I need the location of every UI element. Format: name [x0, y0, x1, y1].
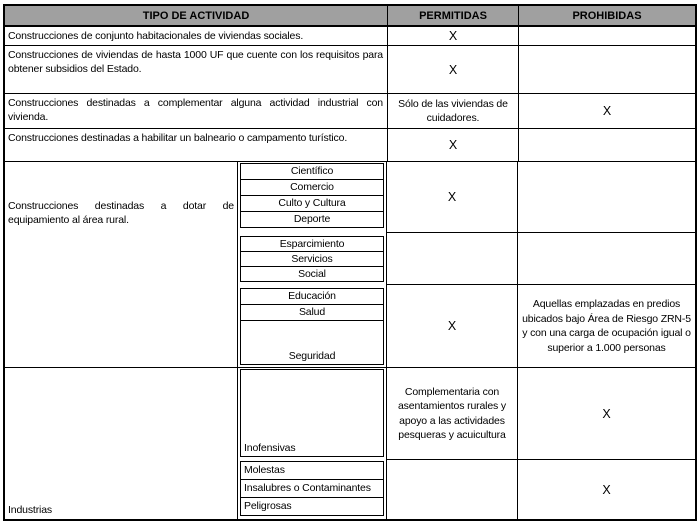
section-industrias	[5, 368, 695, 519]
activity-cell: Construcciones destinadas a habilitar un balneario o campamento turístico.	[5, 129, 388, 161]
industries-permitted-column	[387, 368, 518, 519]
subitem-molestas: Molestas	[240, 461, 384, 480]
row-balneario-turistico	[5, 129, 695, 162]
subitem-educacion: Educación	[240, 288, 384, 305]
subitem-cientifico: Científico	[240, 163, 384, 180]
equipment-subitems-column	[238, 162, 387, 367]
equipment-group-b	[238, 233, 386, 285]
industries-prohibited-column	[518, 368, 695, 519]
activity-table	[3, 4, 697, 521]
header-prohibidas: PROHIBIDAS	[519, 6, 695, 25]
header-permitidas: PERMITIDAS	[388, 6, 519, 25]
permitted-mark: X	[387, 162, 517, 233]
permitted-note: Sólo de las viviendas de cuidadores.	[388, 94, 519, 128]
subitem-deporte: Deporte	[240, 211, 384, 228]
industries-group-d	[238, 457, 386, 516]
table-header-row	[5, 6, 695, 27]
section-equipamiento-rural	[5, 162, 695, 368]
permitted-empty-cell	[387, 460, 517, 519]
prohibited-empty-cell	[518, 233, 695, 285]
industries-subitems-column	[238, 368, 387, 519]
prohibited-mark: X	[518, 368, 695, 460]
subitem-peligrosas: Peligrosas	[240, 497, 384, 516]
subitem-comercio: Comercio	[240, 179, 384, 196]
row-viviendas-sociales	[5, 27, 695, 46]
activity-cell-industrias: Industrias	[5, 368, 238, 519]
prohibited-note-zrn5: Aquellas emplazadas en predios ubicados bajo Área de Riesgo ZRN-5 y con una carga de ocupación igual o superior a 1.000 personas	[522, 298, 691, 354]
permitted-note-inofensivas: Complementaria con asentamientos rurales y apoyo a las actividades pesqueras y acuicultura	[387, 368, 517, 460]
prohibited-empty-cell	[519, 129, 695, 161]
permitted-mark: X	[388, 129, 519, 161]
subitem-insalubres-o-contaminantes: Insalubres o Contaminantes	[240, 479, 384, 498]
permitted-mark: X	[447, 319, 457, 333]
subitem-inofensivas: Inofensivas	[240, 369, 384, 457]
equipment-group-a	[238, 162, 386, 233]
permitted-empty-cell	[387, 233, 517, 285]
row-actividad-industrial	[5, 94, 695, 129]
subitem-culto-y-cultura: Culto y Cultura	[240, 195, 384, 212]
subitem-servicios: Servicios	[240, 251, 384, 267]
permitted-mark: X	[388, 27, 519, 45]
equipment-prohibited-column	[518, 162, 695, 367]
header-tipo-de-actividad: TIPO DE ACTIVIDAD	[5, 6, 388, 25]
subitem-esparcimiento: Esparcimiento	[240, 236, 384, 252]
activity-cell: Construcciones de viviendas de hasta 1000 UF que cuente con los requisitos para obtener subsidios del Estado.	[5, 46, 388, 93]
subitem-salud: Salud	[240, 304, 384, 321]
equipment-group-c	[238, 285, 386, 367]
permitted-mark: X	[388, 46, 519, 93]
prohibited-mark: X	[602, 482, 611, 497]
equipment-permitted-column	[387, 162, 518, 367]
prohibited-mark: X	[602, 104, 612, 118]
prohibited-empty-cell	[519, 27, 695, 45]
activity-cell: Construcciones destinadas a dotar de equipamiento al área rural.	[5, 162, 238, 367]
prohibited-empty-cell	[518, 162, 695, 233]
subitem-social: Social	[240, 266, 384, 282]
activity-cell: Construcciones de conjunto habitacionales de viviendas sociales.	[5, 27, 388, 45]
row-viviendas-1000uf	[5, 46, 695, 94]
prohibited-empty-cell	[519, 46, 695, 93]
subitem-seguridad: Seguridad	[240, 320, 384, 365]
activity-cell: Construcciones destinadas a complementar alguna actividad industrial con vivienda.	[5, 94, 388, 128]
